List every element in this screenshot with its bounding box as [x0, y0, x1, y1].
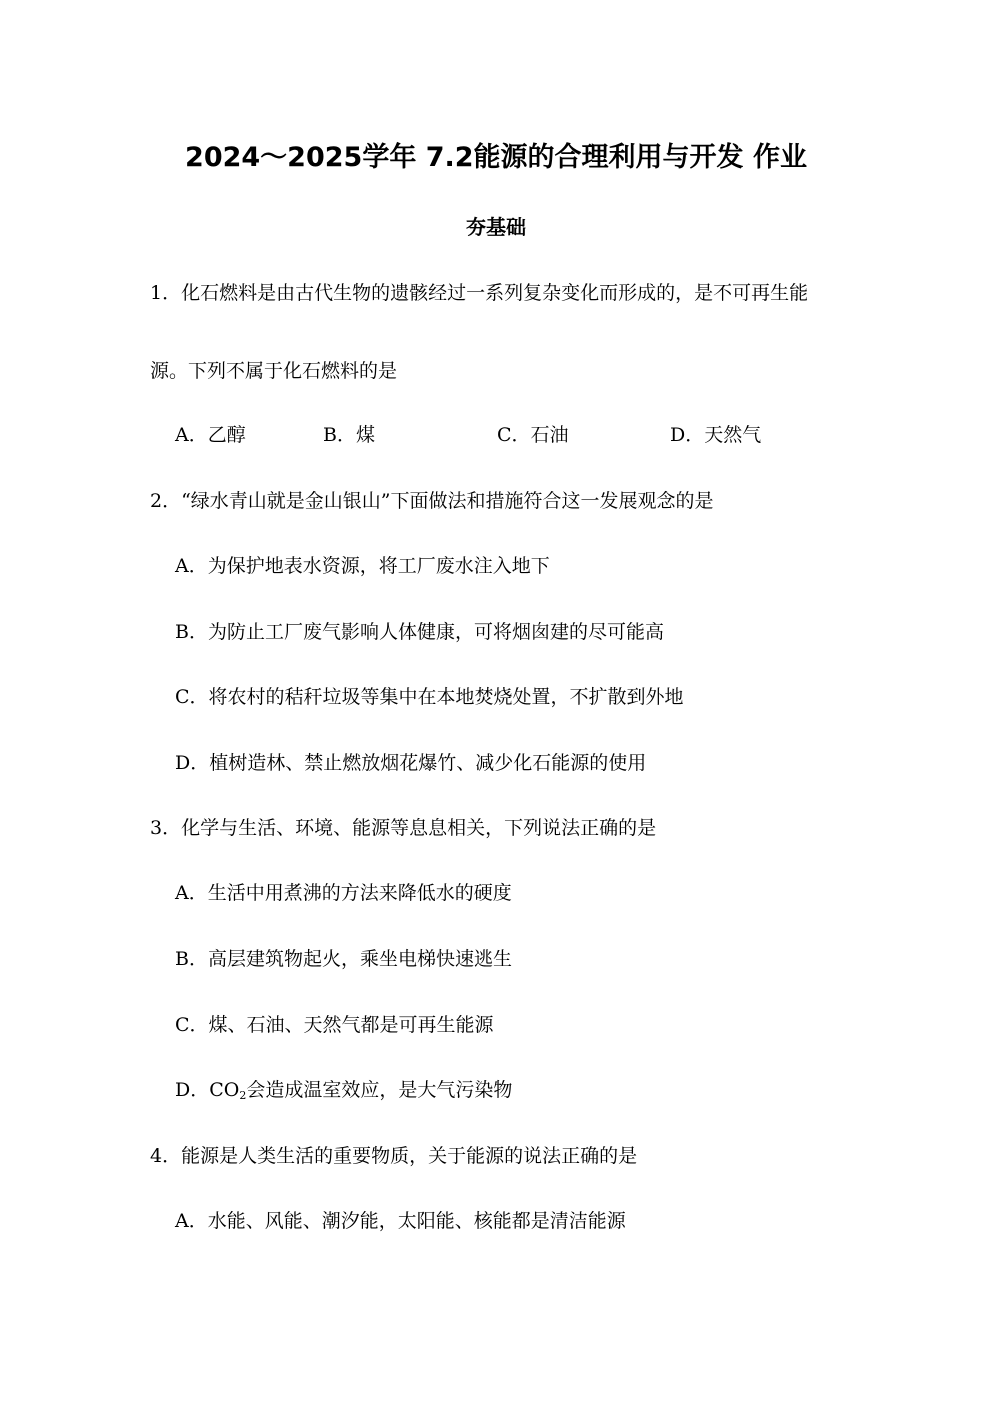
- question-1-stem-line-1: 1．化石燃料是由古代生物的遗骸经过一系列复杂变化而形成的，是不可再生能: [150, 282, 809, 304]
- question-3-option-d: [175, 1076, 512, 1110]
- question-2-option-d: D．植树造林、禁止燃放烟花爆竹、减少化石能源的使用: [175, 752, 647, 774]
- question-2-option-a: A．为保护地表水资源，将工厂废水注入地下: [175, 555, 550, 577]
- question-3-option-a: A．生活中用煮沸的方法来降低水的硬度: [175, 882, 512, 904]
- page-title: 2024～2025学年 7.2能源的合理利用与开发 作业: [185, 142, 807, 173]
- question-4-stem: 4．能源是人类生活的重要物质，关于能源的说法正确的是: [150, 1145, 638, 1167]
- question-3-option-d-prefix: D．CO: [175, 1079, 240, 1101]
- question-2-stem: 2．“绿水青山就是金山银山”下面做法和措施符合这一发展观念的是: [150, 490, 714, 512]
- question-1-option-d: D．天然气: [670, 424, 762, 446]
- question-1-stem-line-2: 源。下列不属于化石燃料的是: [150, 360, 398, 382]
- question-3-option-b: B．高层建筑物起火，乘坐电梯快速逃生: [175, 948, 512, 970]
- question-2-option-b: B．为防止工厂废气影响人体健康，可将烟囱建的尽可能高: [175, 621, 664, 643]
- section-heading: 夯基础: [466, 215, 526, 239]
- question-4-option-a: A．水能、风能、潮汐能，太阳能、核能都是清洁能源: [175, 1210, 626, 1232]
- question-1-option-c: C．石油: [497, 424, 569, 446]
- question-1-option-a: A．乙醇: [175, 424, 246, 446]
- question-2-option-c: C．将农村的秸秆垃圾等集中在本地焚烧处置，不扩散到外地: [175, 686, 684, 708]
- question-3-option-c: C．煤、石油、天然气都是可再生能源: [175, 1014, 494, 1036]
- question-3-option-d-suffix: 会造成温室效应，是大气污染物: [246, 1079, 513, 1101]
- question-3-option-d-subscript: 2: [239, 1089, 247, 1102]
- question-3-stem: 3．化学与生活、环境、能源等息息相关，下列说法正确的是: [150, 817, 657, 839]
- question-1-option-b: B．煤: [323, 424, 375, 446]
